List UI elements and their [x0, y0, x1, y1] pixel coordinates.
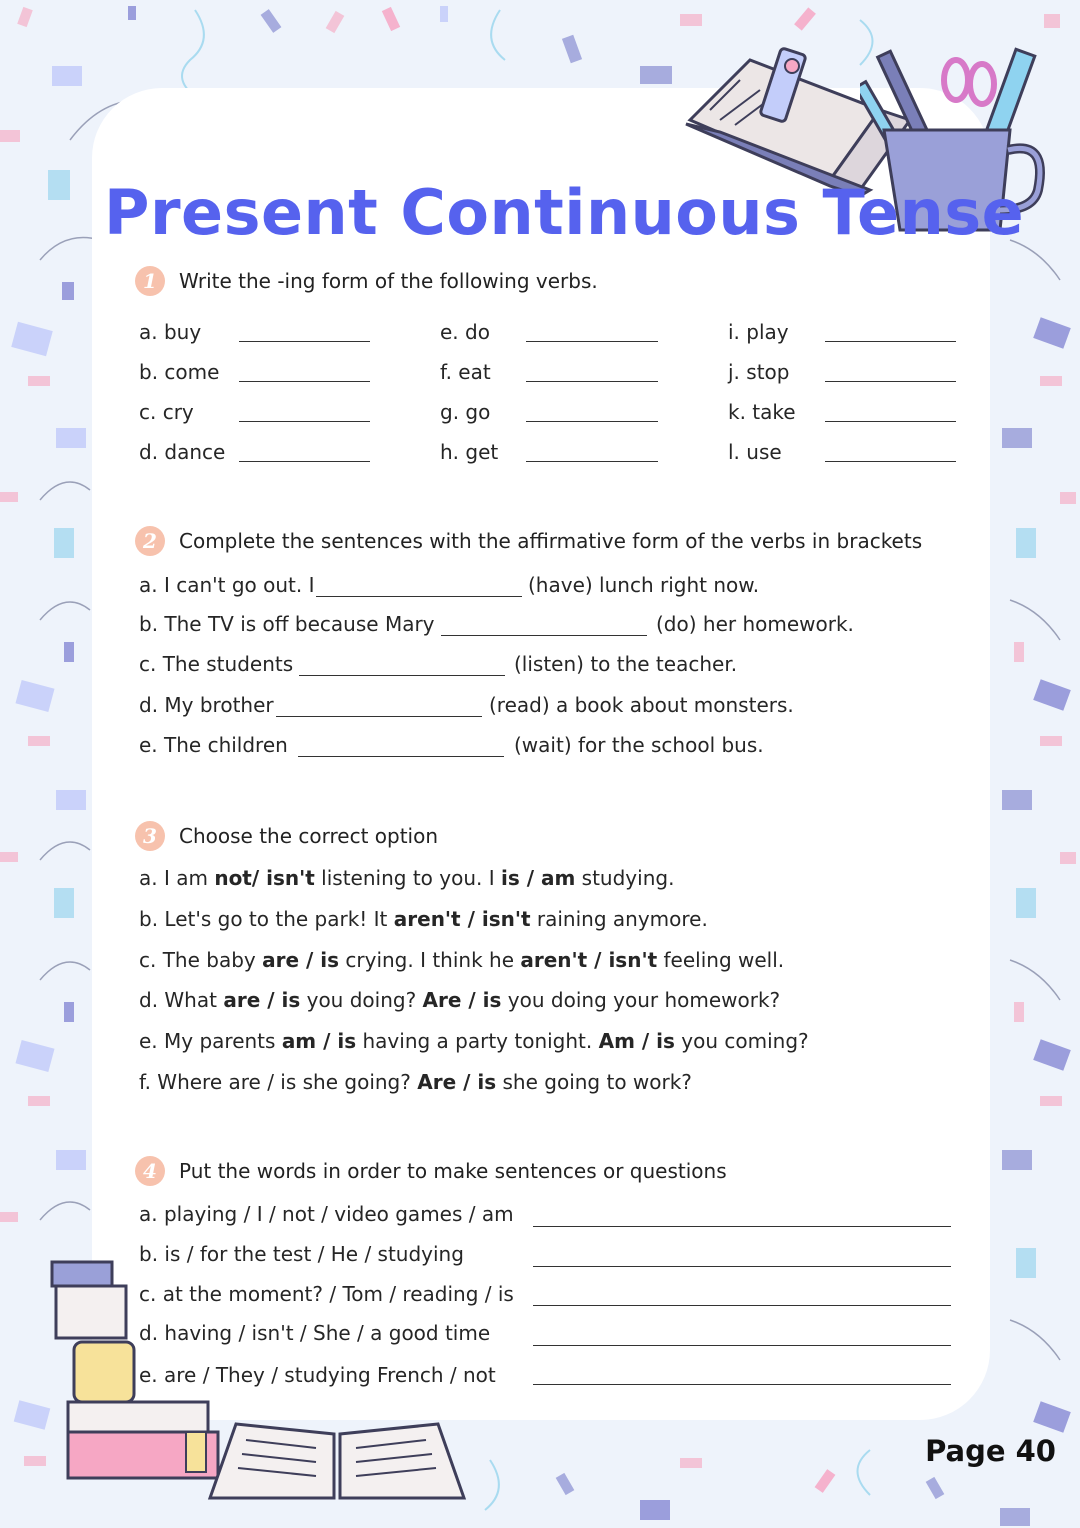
verb-item: j. stop [728, 360, 790, 384]
answer-blank[interactable] [239, 341, 370, 342]
choice-sentence: f. Where are / is she going? Are / is she going to work? [139, 1070, 692, 1094]
sentence-end: (listen) to the teacher. [514, 652, 738, 676]
sentence-end: (wait) for the school bus. [514, 733, 764, 757]
sentence-end: (do) her homework. [656, 612, 854, 636]
section-2-instruction: Complete the sentences with the affirmative form of the verbs in brackets [179, 529, 923, 553]
verb-item: c. cry [139, 400, 194, 424]
section-4-instruction: Put the words in order to make sentences or questions [179, 1159, 727, 1183]
word-order-item: b. is / for the test / He / studying [139, 1242, 464, 1266]
answer-blank[interactable] [239, 461, 370, 462]
verb-item: l. use [728, 440, 782, 464]
sentence-start: e. The children [139, 733, 288, 757]
answer-blank[interactable] [825, 341, 956, 342]
section-1-instruction: Write the -ing form of the following verbs. [179, 269, 598, 293]
choice-sentence: b. Let's go to the park! It aren't / isn't raining anymore. [139, 907, 708, 931]
section-number-badge: 3 [135, 821, 165, 851]
section-1-heading [135, 266, 598, 296]
answer-blank[interactable] [299, 675, 505, 676]
sentence-start: b. The TV is off because Mary [139, 612, 435, 636]
answer-blank[interactable] [526, 381, 658, 382]
answer-blank[interactable] [825, 421, 956, 422]
sentence-end: (have) lunch right now. [528, 573, 760, 597]
answer-blank[interactable] [298, 756, 504, 757]
section-4-heading [135, 1156, 727, 1186]
verb-item: b. come [139, 360, 220, 384]
word-order-item: e. are / They / studying French / not [139, 1363, 496, 1387]
answer-blank[interactable] [526, 421, 658, 422]
section-number-badge: 1 [135, 266, 165, 296]
answer-blank[interactable] [825, 461, 956, 462]
verb-item: d. dance [139, 440, 226, 464]
answer-line[interactable] [533, 1305, 951, 1306]
answer-line[interactable] [533, 1266, 951, 1267]
answer-blank[interactable] [441, 635, 647, 636]
open-book-bottom-icon [206, 1420, 468, 1504]
verb-item: h. get [440, 440, 499, 464]
word-order-item: a. playing / I / not / video games / am [139, 1202, 514, 1226]
section-3-heading [135, 821, 438, 851]
verb-item: i. play [728, 320, 789, 344]
page-number: Page 40 [925, 1434, 1056, 1468]
section-3-instruction: Choose the correct option [179, 824, 439, 848]
verb-item: e. do [440, 320, 490, 344]
verb-item: g. go [440, 400, 491, 424]
answer-blank[interactable] [239, 421, 370, 422]
answer-line[interactable] [533, 1345, 951, 1346]
verb-item: f. eat [440, 360, 491, 384]
answer-line[interactable] [533, 1384, 951, 1385]
answer-blank[interactable] [526, 461, 658, 462]
word-order-item: d. having / isn't / She / a good time [139, 1321, 491, 1345]
answer-blank[interactable] [825, 381, 956, 382]
answer-blank[interactable] [316, 596, 522, 597]
sentence-start: a. I can't go out. I [139, 573, 315, 597]
section-2-heading [135, 526, 922, 556]
sentence-start: d. My brother [139, 693, 274, 717]
verb-item: k. take [728, 400, 796, 424]
answer-line[interactable] [533, 1226, 951, 1227]
sentence-end: (read) a book about monsters. [489, 693, 794, 717]
page-title: Present Continuous Tense [104, 176, 1025, 249]
choice-sentence: e. My parents am / is having a party tonight. Am / is you coming? [139, 1029, 809, 1053]
section-number-badge: 4 [135, 1156, 165, 1186]
answer-blank[interactable] [276, 716, 482, 717]
answer-blank[interactable] [239, 381, 370, 382]
choice-sentence: d. What are / is you doing? Are / is you doing your homework? [139, 988, 781, 1012]
word-order-item: c. at the moment? / Tom / reading / is [139, 1282, 514, 1306]
choice-sentence: c. The baby are / is crying. I think he aren't / isn't feeling well. [139, 948, 785, 972]
sentence-start: c. The students [139, 652, 294, 676]
section-number-badge: 2 [135, 526, 165, 556]
verb-item: a. buy [139, 320, 202, 344]
answer-blank[interactable] [526, 341, 658, 342]
choice-sentence: a. I am not/ isn't listening to you. I is / am studying. [139, 866, 675, 890]
